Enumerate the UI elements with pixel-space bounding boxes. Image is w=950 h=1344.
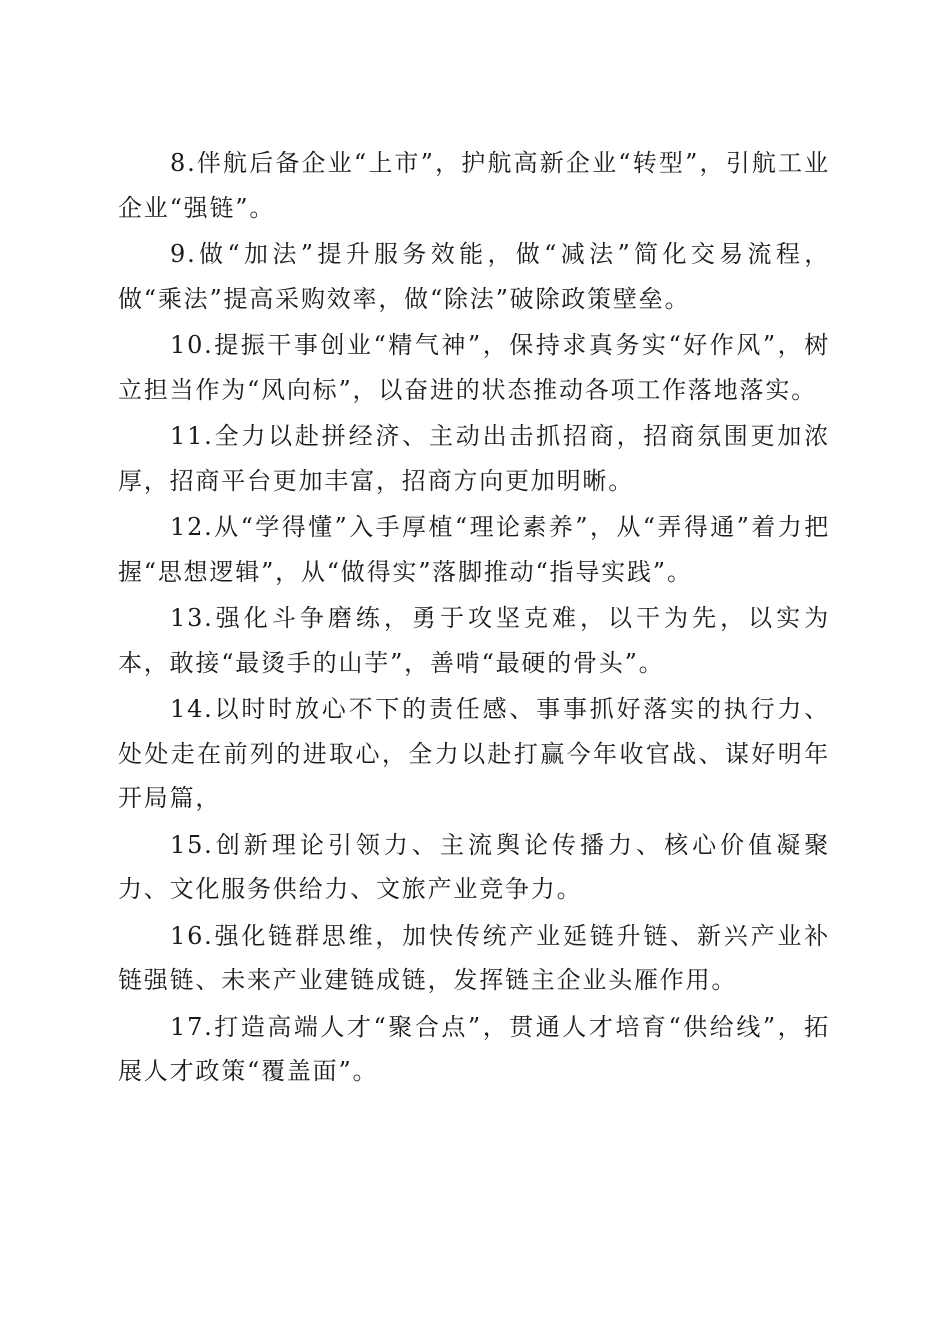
paragraph-12: 12.从“学得懂”入手厚植“理论素养”，从“弄得通”着力把握“思想逻辑”，从“做得实”落脚推动“指导实践”。 (118, 513, 830, 586)
paragraph-15: 15.创新理论引领力、主流舆论传播力、核心价值凝聚力、文化服务供给力、文旅产业竞争力。 (118, 830, 830, 903)
paragraph-16: 16.强化链群思维，加快传统产业延链升链、新兴产业补链强链、未来产业建链成链，发挥链主企业头雁作用。 (118, 921, 830, 994)
paragraph-14: 14.以时时放心不下的责任感、事事抓好落实的执行力、处处走在前列的进取心，全力以赴打赢今年收官战、谋好明年开局篇， (118, 695, 830, 812)
paragraph-11: 11.全力以赴拼经济、主动出击抓招商，招商氛围更加浓厚，招商平台更加丰富，招商方向更加明晰。 (118, 422, 830, 495)
document-body (118, 141, 830, 1096)
paragraph-10: 10.提振干事创业“精气神”，保持求真务实“好作风”，树立担当作为“风向标”，以奋进的状态推动各项工作落地落实。 (118, 331, 830, 404)
paragraph-9: 9.做“加法”提升服务效能，做“减法”简化交易流程，做“乘法”提高采购效率，做“除法”破除政策壁垒。 (118, 240, 830, 313)
paragraph-13: 13.强化斗争磨练，勇于攻坚克难，以干为先，以实为本，敢接“最烫手的山芋”，善啃“最硬的骨头”。 (118, 604, 830, 677)
paragraph-17: 17.打造高端人才“聚合点”，贯通人才培育“供给线”，拓展人才政策“覆盖面”。 (118, 1012, 830, 1085)
paragraph-8: 8.伴航后备企业“上市”，护航高新企业“转型”，引航工业企业“强链”。 (118, 149, 830, 222)
